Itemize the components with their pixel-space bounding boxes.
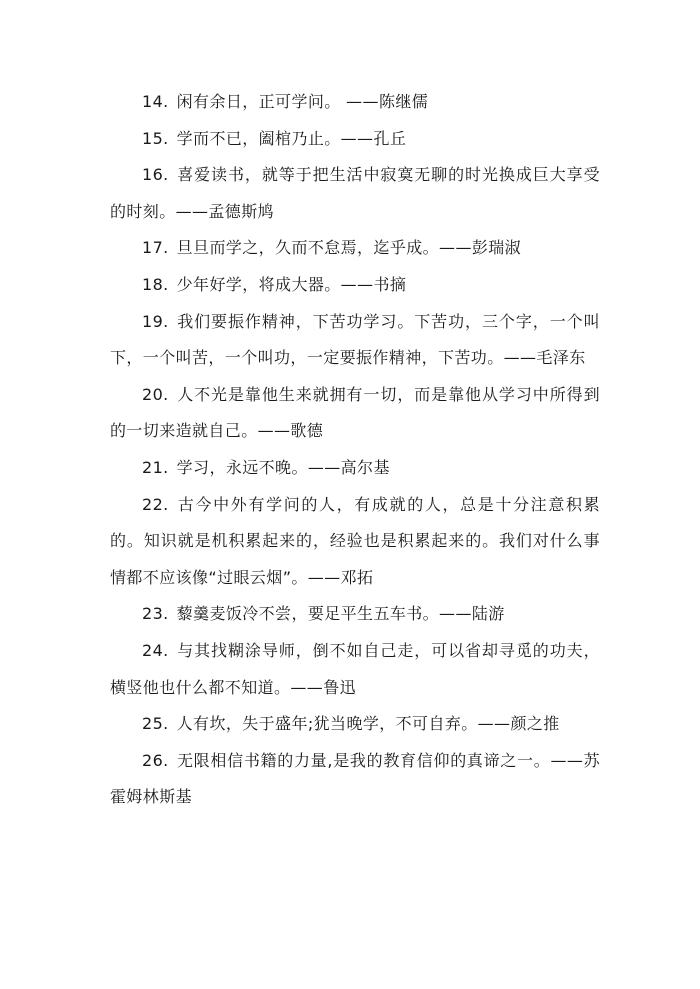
quote-number: 26. [142,750,169,770]
quote-text: 古今中外有学问的人，有成就的人，总是十分注意积累的。知识就是机积累起来的，经验也是积累起来的。我们对什么事情都不应该像“过眼云烟”。——邓拓 [110,494,600,587]
quote-text: 人有坎，失于盛年;犹当晚学，不可自弃。——颜之推 [176,714,560,734]
quote-number: 15. [142,128,169,148]
quote-item [110,304,600,377]
quote-number: 20. [142,384,169,404]
quote-number: 21. [142,457,169,477]
quote-text: 我们要振作精神，下苦功学习。下苦功，三个字，一个叫下，一个叫苦，一个叫功，一定要振作精神，下苦功。——毛泽东 [110,311,600,368]
quote-list [110,84,600,816]
quote-item [110,267,600,304]
quote-number: 18. [142,274,169,294]
quote-text: 藜羹麦饭冷不尝，要足平生五车书。——陆游 [176,604,505,624]
quote-number: 16. [142,165,169,185]
quote-text: 旦旦而学之，久而不怠焉，迄乎成。——彭瑞淑 [176,238,522,258]
quote-text: 无限相信书籍的力量,是我的教育信仰的真谛之一。——苏霍姆林斯基 [110,750,600,807]
quote-number: 23. [142,604,169,624]
quote-item [110,450,600,487]
quote-item [110,230,600,267]
quote-item [110,633,600,706]
quote-number: 14. [142,92,169,111]
quote-item [110,157,600,230]
quote-number: 22. [142,494,169,514]
quote-number: 24. [142,640,169,660]
quote-text: 学而不已，阖棺乃止。——孔丘 [176,128,407,148]
quote-item [110,84,600,121]
quote-item [110,743,600,816]
quote-text: 喜爱读书，就等于把生活中寂寞无聊的时光换成巨大享受的时刻。——孟德斯鸠 [110,165,600,221]
quote-text: 学习，永远不晚。——高尔基 [176,457,390,477]
quote-text: 人不光是靠他生来就拥有一切，而是靠他从学习中所得到的一切来造就自己。——歌德 [110,384,600,441]
quote-number: 19. [142,311,169,331]
quote-item [110,121,600,158]
quote-item [110,487,600,597]
quote-text: 少年好学，将成大器。——书摘 [176,274,407,294]
quote-item [110,596,600,633]
quote-number: 25. [142,714,169,734]
quote-item [110,706,600,743]
quote-item [110,377,600,450]
quote-text: 闲有余日，正可学问。 ——陈继儒 [176,92,429,111]
quote-number: 17. [142,238,169,258]
quote-text: 与其找糊涂导师，倒不如自己走，可以省却寻觅的功夫，横竖他也什么都不知道。——鲁迅 [110,640,600,697]
